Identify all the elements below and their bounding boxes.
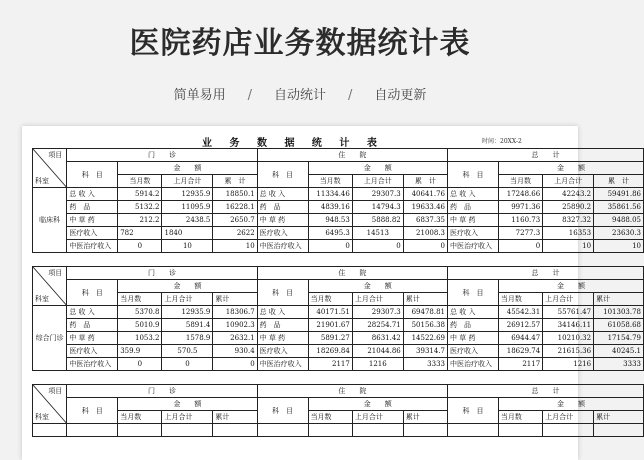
amount-label: 金 额: [498, 280, 643, 293]
row-name: 中医治疗收入: [448, 240, 499, 253]
table-row: [33, 240, 644, 253]
tag-easy: 简单易用: [173, 88, 226, 103]
cell: 69478.81: [403, 306, 447, 319]
cell: 0: [403, 240, 447, 253]
empty-cell: [448, 424, 499, 437]
item-label: 项目: [48, 269, 63, 277]
subject-label: 科 目: [67, 398, 118, 424]
cell: 5888.82: [352, 214, 403, 227]
cell: 61058.68: [594, 319, 644, 332]
cell: 9488.05: [594, 214, 644, 227]
cell: 5891.27: [308, 332, 352, 345]
cell: 18269.84: [308, 345, 352, 358]
cell: 8631.42: [352, 332, 403, 345]
dept-col-label: 科室: [35, 295, 49, 303]
group-header: 门 诊: [67, 149, 257, 162]
feature-tags: [0, 84, 600, 103]
tag-auto-update: 自动更新: [374, 88, 427, 103]
row-name: 中医治疗收入: [257, 240, 308, 253]
cell: 2117: [308, 358, 352, 371]
cell: 5132.2: [118, 201, 162, 214]
cell: 29307.3: [352, 306, 403, 319]
cell: 45542.31: [498, 306, 542, 319]
row-name: 中 草 药: [448, 214, 499, 227]
cell: 2438.5: [162, 214, 213, 227]
cell: 930.4: [213, 345, 257, 358]
subcol-header: 上月合计: [352, 293, 403, 306]
row-name: 中医治疗收入: [448, 358, 499, 371]
empty-cell: [594, 424, 644, 437]
tag-auto-stat: 自动统计: [273, 88, 326, 103]
item-label: 项目: [48, 151, 63, 159]
cell: 18306.7: [213, 306, 257, 319]
row-name: 医疗收入: [257, 227, 308, 240]
cell: 18850.1: [213, 188, 257, 201]
subcol-header: 累计: [213, 411, 257, 424]
cell: 1160.73: [498, 214, 542, 227]
row-name: 医疗收入: [448, 227, 499, 240]
cell: 59491.86: [594, 188, 644, 201]
row-name: 医疗收入: [67, 345, 118, 358]
subcol-header: 上月合计: [162, 293, 213, 306]
cell: 10: [213, 240, 257, 253]
cell: 2622: [213, 227, 257, 240]
subcol-header: 当月数: [118, 293, 162, 306]
cell: 0: [213, 358, 257, 371]
row-name: 医疗收入: [67, 227, 118, 240]
cell: 25890.2: [543, 201, 594, 214]
cell: 101303.78: [594, 306, 644, 319]
row-name: 中医治疗收入: [67, 240, 118, 253]
cell: 2632.1: [213, 332, 257, 345]
row-name: 总 收 入: [448, 306, 499, 319]
row-name: 总 收 入: [67, 188, 118, 201]
table-row: [33, 319, 644, 332]
stats-table-block-1: [32, 148, 644, 253]
cell: 12935.9: [162, 188, 213, 201]
cell: 16353: [543, 227, 594, 240]
subcol-header: 上月合计: [162, 411, 213, 424]
cell: 11095.9: [162, 201, 213, 214]
cell: 0: [162, 358, 213, 371]
cell: 12935.9: [162, 306, 213, 319]
subject-label: 科 目: [67, 280, 118, 306]
cell: 6495.3: [308, 227, 352, 240]
empty-cell: [308, 424, 352, 437]
cell: 40171.51: [308, 306, 352, 319]
cell: 0: [308, 240, 352, 253]
amount-label: 金 额: [498, 398, 643, 411]
amount-label: 金 额: [118, 280, 257, 293]
subcol-header: 当月数: [308, 175, 352, 188]
corner-cell: [33, 149, 67, 188]
empty-cell: [213, 424, 257, 437]
sheet-title: 业 务 数 据 统 计 表: [202, 138, 379, 149]
empty-cell: [498, 424, 542, 437]
subcol-header: 上月合计: [543, 411, 594, 424]
row-name: 中医治疗收入: [67, 358, 118, 371]
amount-label: 金 额: [308, 162, 447, 175]
amount-label: 金 额: [118, 162, 257, 175]
cell: 21615.36: [543, 345, 594, 358]
subject-label: 科 目: [257, 398, 308, 424]
group-header: 住 院: [257, 385, 447, 398]
cell: 359.9: [118, 345, 162, 358]
row-name: 中 草 药: [257, 214, 308, 227]
row-name: 中 草 药: [448, 332, 499, 345]
corner-cell: [33, 385, 67, 424]
cell: 0: [118, 358, 162, 371]
cell: 6837.35: [403, 214, 447, 227]
subcol-header: 上月合计: [543, 293, 594, 306]
subcol-header: 上月合计: [543, 175, 594, 188]
row-name: 中 草 药: [67, 332, 118, 345]
cell: 17154.79: [594, 332, 644, 345]
row-name: 总 收 入: [448, 188, 499, 201]
cell: 11334.46: [308, 188, 352, 201]
cell: 5914.2: [118, 188, 162, 201]
group-header: 门 诊: [67, 385, 257, 398]
row-name: 总 收 入: [257, 188, 308, 201]
cell: 14522.69: [403, 332, 447, 345]
subcol-header: 累计: [594, 411, 644, 424]
dept-col-label: 科室: [35, 177, 49, 185]
cell: 0: [498, 240, 542, 253]
subject-label: 科 目: [257, 162, 308, 188]
tag-separator: /: [348, 88, 353, 103]
cell: 39314.7: [403, 345, 447, 358]
subcol-header: 当月数: [498, 175, 542, 188]
dept-name: 综合门诊: [33, 306, 67, 371]
cell: 14794.3: [352, 201, 403, 214]
group-header: 门 诊: [67, 267, 257, 280]
row-name: 中 草 药: [257, 332, 308, 345]
empty-cell: [543, 424, 594, 437]
empty-cell: [403, 424, 447, 437]
cell: 570.5: [162, 345, 213, 358]
cell: 28254.71: [352, 319, 403, 332]
subcol-header: 累 计: [213, 175, 257, 188]
subcol-header: 累计: [594, 293, 644, 306]
cell: 3333: [403, 358, 447, 371]
table-row: [33, 345, 644, 358]
cell: 19633.46: [403, 201, 447, 214]
subcol-header: 当月数: [308, 411, 352, 424]
subcol-header: 累 计: [594, 175, 644, 188]
cell: 10: [594, 240, 644, 253]
row-name: 总 收 入: [67, 306, 118, 319]
subcol-header: 当月数: [118, 411, 162, 424]
cell: 0: [352, 240, 403, 253]
spreadsheet-preview: [22, 126, 641, 460]
subcol-header: 上月合计: [352, 411, 403, 424]
cell: 4839.16: [308, 201, 352, 214]
group-header: 总 计: [448, 385, 644, 398]
empty-cell: [67, 424, 118, 437]
row-name: 药 品: [257, 201, 308, 214]
cell: 17248.66: [498, 188, 542, 201]
row-name: 药 品: [67, 201, 118, 214]
table-row: [33, 188, 644, 201]
row-name: 药 品: [257, 319, 308, 332]
subcol-header: 当月数: [118, 175, 162, 188]
cell: 29307.3: [352, 188, 403, 201]
row-name: 药 品: [67, 319, 118, 332]
empty-cell: [352, 424, 403, 437]
cell: 10: [543, 240, 594, 253]
row-name: 中 草 药: [67, 214, 118, 227]
cell: 10210.32: [543, 332, 594, 345]
group-header: 住 院: [257, 267, 447, 280]
group-header: 总 计: [448, 267, 644, 280]
subcol-header: 上月合计: [162, 175, 213, 188]
row-name: 医疗收入: [257, 345, 308, 358]
cell: 18629.74: [498, 345, 542, 358]
table-row: [33, 227, 644, 240]
cell: 21044.86: [352, 345, 403, 358]
row-name: 中医治疗收入: [257, 358, 308, 371]
page-title: 医院药店业务数据统计表: [129, 26, 471, 61]
cell: 212.2: [118, 214, 162, 227]
subcol-header: 累计: [403, 411, 447, 424]
subcol-header: 累计: [213, 293, 257, 306]
cell: 1053.2: [118, 332, 162, 345]
table-row: [33, 358, 644, 371]
sheet-time: 时间：20XX-2: [482, 138, 522, 145]
cell: 5891.4: [162, 319, 213, 332]
dept-col-label: 科室: [35, 413, 49, 421]
row-name: 药 品: [448, 201, 499, 214]
subject-label: 科 目: [67, 162, 118, 188]
subcol-header: 上月合计: [352, 175, 403, 188]
amount-label: 金 额: [308, 398, 447, 411]
empty-cell: [33, 424, 67, 437]
cell: 1216: [352, 358, 403, 371]
subcol-header: 当月数: [308, 293, 352, 306]
corner-cell: [33, 267, 67, 306]
cell: 55761.47: [543, 306, 594, 319]
cell: 40245.1: [594, 345, 644, 358]
subcol-header: 当月数: [498, 411, 542, 424]
subject-label: 科 目: [257, 280, 308, 306]
table-row: [33, 332, 644, 345]
amount-label: 金 额: [308, 280, 447, 293]
table-row: [33, 306, 644, 319]
cell: 35861.56: [594, 201, 644, 214]
tag-separator: /: [247, 88, 252, 103]
subject-label: 科 目: [448, 398, 499, 424]
cell: 40641.76: [403, 188, 447, 201]
cell: 21008.3: [403, 227, 447, 240]
cell: 16228.1: [213, 201, 257, 214]
cell: 8327.32: [543, 214, 594, 227]
amount-label: 金 额: [498, 162, 643, 175]
cell: 23630.3: [594, 227, 644, 240]
cell: 34146.11: [543, 319, 594, 332]
cell: 5010.9: [118, 319, 162, 332]
empty-cell: [162, 424, 213, 437]
cell: 1216: [543, 358, 594, 371]
cell: 2117: [498, 358, 542, 371]
table-row: [33, 214, 644, 227]
stats-table-block-3: [32, 384, 644, 437]
cell: 10: [162, 240, 213, 253]
cell: 782: [118, 227, 162, 240]
cell: 14513: [352, 227, 403, 240]
cell: 0: [118, 240, 162, 253]
row-name: 总 收 入: [257, 306, 308, 319]
cell: 1578.9: [162, 332, 213, 345]
empty-cell: [118, 424, 162, 437]
cell: 10902.3: [213, 319, 257, 332]
group-header: 住 院: [257, 149, 447, 162]
cell: 42243.2: [543, 188, 594, 201]
cell: 26912.57: [498, 319, 542, 332]
row-name: 医疗收入: [448, 345, 499, 358]
row-name: 药 品: [448, 319, 499, 332]
subject-label: 科 目: [448, 162, 499, 188]
amount-label: 金 额: [118, 398, 257, 411]
cell: 1840: [162, 227, 213, 240]
group-header: 总 计: [448, 149, 644, 162]
subcol-header: 累计: [403, 293, 447, 306]
stats-table-block-2: [32, 266, 644, 371]
table-row: [33, 201, 644, 214]
cell: 21901.67: [308, 319, 352, 332]
dept-name: 临床科: [33, 188, 67, 253]
cell: 5370.8: [118, 306, 162, 319]
subject-label: 科 目: [448, 280, 499, 306]
cell: 9971.36: [498, 201, 542, 214]
cell: 3333: [594, 358, 644, 371]
subcol-header: 累 计: [403, 175, 447, 188]
cell: 50156.38: [403, 319, 447, 332]
cell: 6944.47: [498, 332, 542, 345]
item-label: 项目: [48, 387, 63, 395]
cell: 7277.3: [498, 227, 542, 240]
cell: 2650.7: [213, 214, 257, 227]
subcol-header: 当月数: [498, 293, 542, 306]
cell: 948.53: [308, 214, 352, 227]
empty-cell: [257, 424, 308, 437]
